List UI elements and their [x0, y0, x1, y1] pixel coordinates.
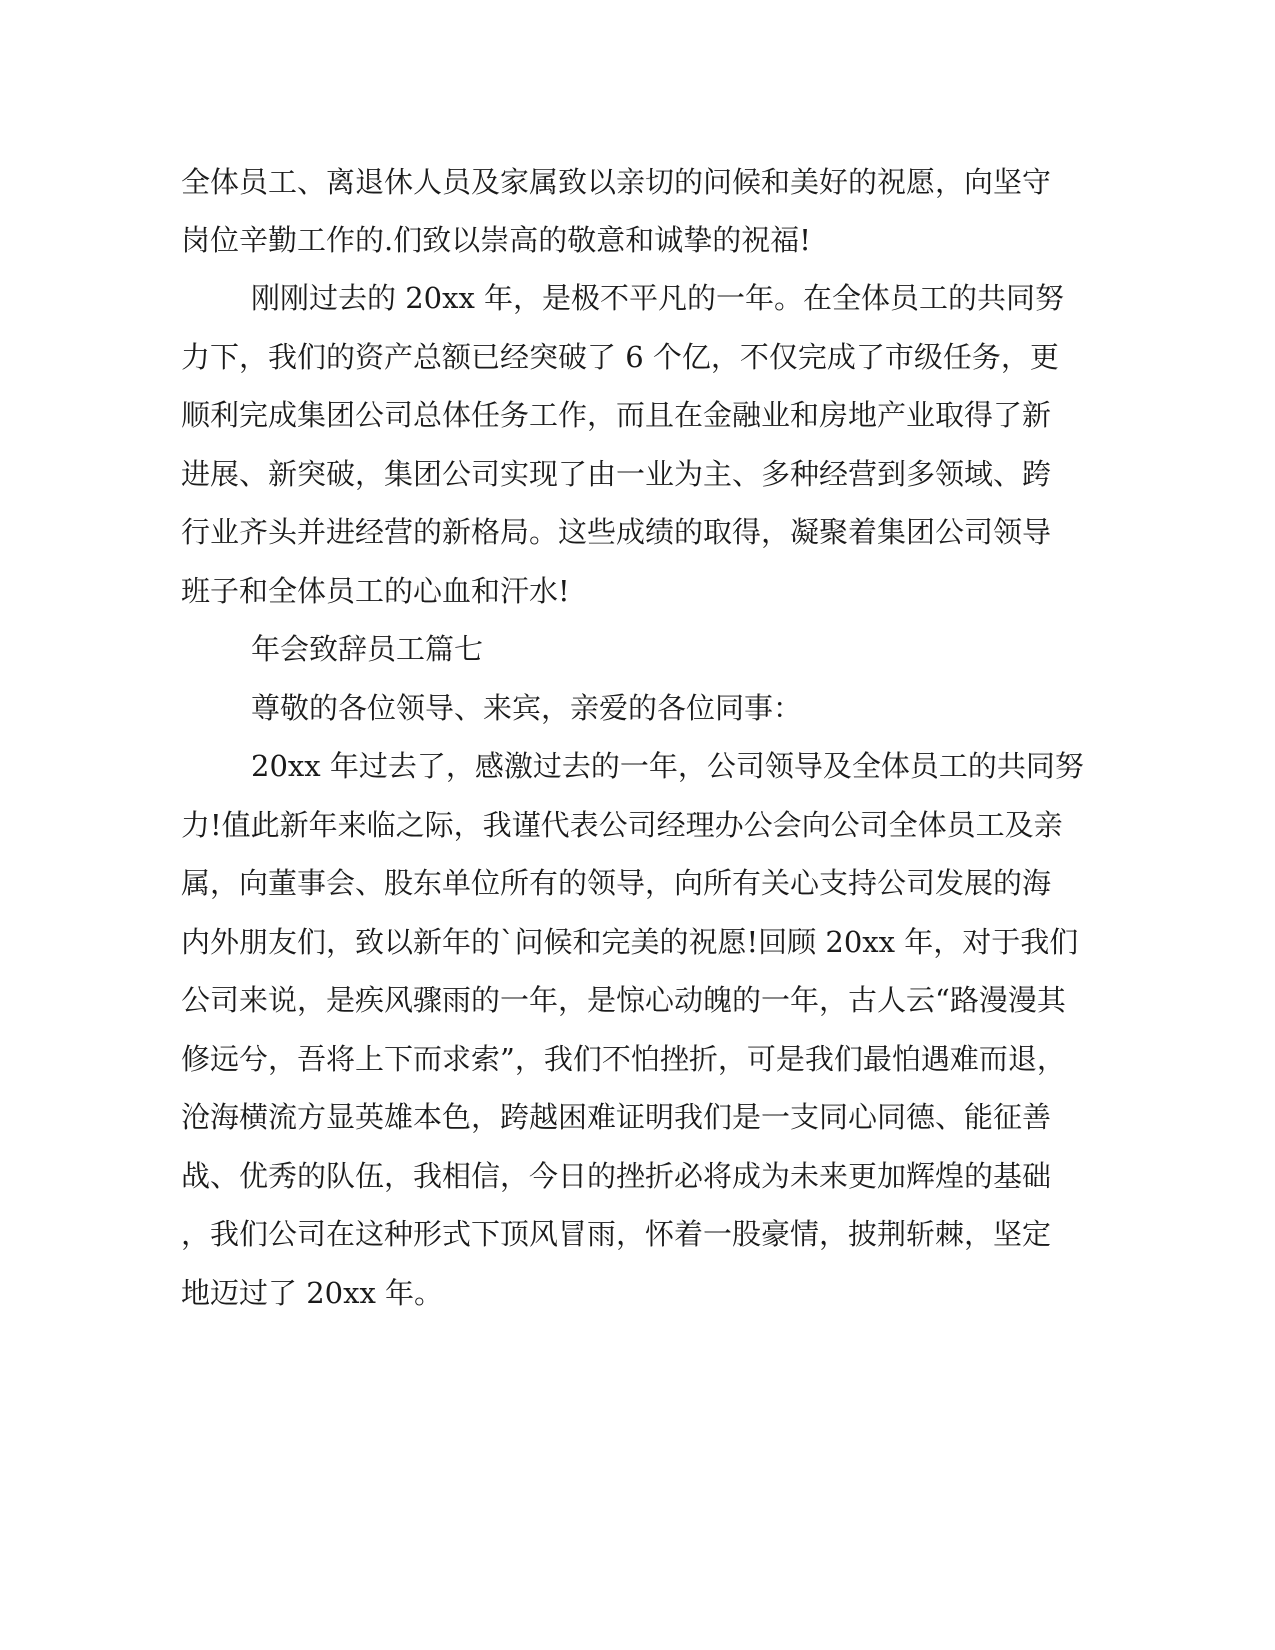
body-line: 内外朋友们，致以新年的`问候和完美的祝愿!回顾 20xx 年，对于我们 — [181, 925, 1079, 959]
body-line: 行业齐头并进经营的新格局。这些成绩的取得，凝聚着集团公司领导 — [181, 515, 1052, 549]
salutation: 尊敬的各位领导、来宾，亲爱的各位同事： — [251, 691, 803, 725]
body-line: 力下，我们的资产总额已经突破了 6 个亿，不仅完成了市级任务，更 — [181, 340, 1059, 374]
paragraph-first-line: 20xx 年过去了，感激过去的一年，公司领导及全体员工的共同努 — [251, 749, 1084, 783]
body-line: 地迈过了 20xx 年。 — [181, 1276, 444, 1310]
body-line: 战、优秀的队伍，我相信，今日的挫折必将成为未来更加辉煌的基础 — [181, 1159, 1052, 1193]
body-line: 岗位辛勤工作的.们致以崇高的敬意和诚挚的祝福! — [181, 223, 811, 257]
body-line: 属，向董事会、股东单位所有的领导，向所有关心支持公司发展的海 — [181, 866, 1052, 900]
section-heading: 年会致辞员工篇七 — [251, 632, 484, 666]
paragraph-first-line: 刚刚过去的 20xx 年，是极不平凡的一年。在全体员工的共同努 — [251, 281, 1065, 315]
body-line: 顺利完成集团公司总体任务工作，而且在金融业和房地产业取得了新 — [181, 398, 1052, 432]
body-line: 班子和全体员工的心血和汗水! — [181, 574, 570, 608]
body-line: 公司来说，是疾风骤雨的一年，是惊心动魄的一年，古人云“路漫漫其 — [181, 983, 1066, 1017]
body-line: 修远兮，吾将上下而求索”，我们不怕挫折，可是我们最怕遇难而退， — [181, 1042, 1066, 1076]
body-line: 全体员工、离退休人员及家属致以亲切的问候和美好的祝愿，向坚守 — [181, 165, 1052, 199]
body-line: 沧海横流方显英雄本色，跨越困难证明我们是一支同心同德、能征善 — [181, 1100, 1052, 1134]
body-line: 力!值此新年来临之际，我谨代表公司经理办公会向公司全体员工及亲 — [181, 808, 1063, 842]
body-line: 进展、新突破，集团公司实现了由一业为主、多种经营到多领域、跨 — [181, 457, 1052, 491]
body-line: ，我们公司在这种形式下顶风冒雨，怀着一股豪情，披荆斩棘，坚定 — [181, 1217, 1052, 1251]
